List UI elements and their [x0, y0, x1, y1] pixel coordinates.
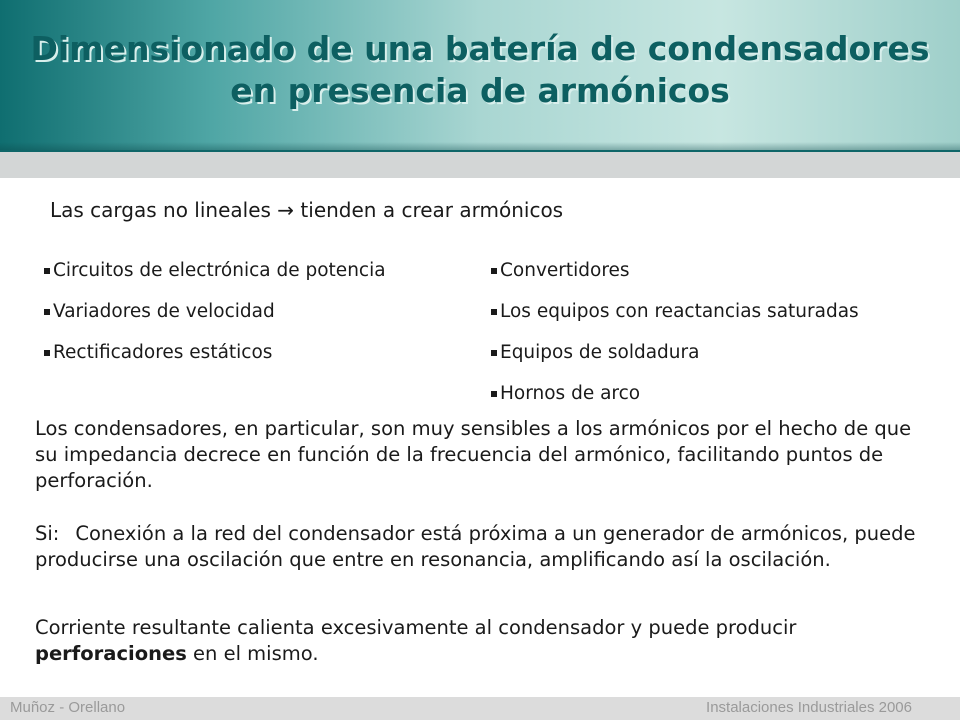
square-bullet-icon — [491, 350, 497, 356]
paragraph-resonance — [35, 521, 935, 573]
square-bullet-icon — [491, 309, 497, 315]
emphasis-text: perforaciones — [35, 642, 187, 665]
square-bullet-icon — [491, 391, 497, 397]
intro-post: tienden a crear armónicos — [294, 198, 564, 222]
footer-authors: Muñoz - Orellano — [10, 699, 126, 716]
intro-text — [50, 198, 563, 222]
arrow-icon: → — [277, 198, 295, 222]
list-right — [491, 250, 859, 414]
footer-bar — [0, 697, 960, 720]
list-item: Variadores de velocidad — [44, 291, 386, 332]
paragraph-lead: Si: — [35, 522, 60, 545]
title-line-2: en presencia de armónicos — [230, 71, 730, 110]
paragraph-pre: Corriente resultante calienta excesivamente al condensador y puede producir — [35, 616, 797, 639]
list-item: Equipos de soldadura — [491, 332, 859, 373]
paragraph-post: en el mismo. — [186, 642, 319, 665]
slide-title — [0, 28, 960, 112]
paragraph-body: Conexión a la red del condensador está próxima a un generador de armónicos, puede producirse una oscilación que entre en resonancia, amplificando así la oscilación. — [35, 522, 916, 571]
footer-course: Instalaciones Industriales 2006 — [706, 699, 912, 716]
square-bullet-icon — [44, 309, 50, 315]
list-left — [44, 250, 386, 373]
list-item: Convertidores — [491, 250, 859, 291]
list-item: Circuitos de electrónica de potencia — [44, 250, 386, 291]
intro-pre: Las cargas no lineales — [50, 198, 278, 222]
paragraph-consequence — [35, 615, 935, 667]
title-line-1: Dimensionado de una batería de condensadores — [30, 29, 930, 68]
banner-stripe — [0, 150, 960, 178]
list-item: Los equipos con reactancias saturadas — [491, 291, 859, 332]
square-bullet-icon — [44, 350, 50, 356]
list-item: Rectificadores estáticos — [44, 332, 386, 373]
paragraph-sensitivity: Los condensadores, en particular, son muy sensibles a los armónicos por el hecho de que su impedancia decrece en función de la frecuencia del armónico, facilitando puntos de perforación. — [35, 417, 912, 492]
square-bullet-icon — [44, 268, 50, 274]
square-bullet-icon — [491, 268, 497, 274]
list-item: Hornos de arco — [491, 373, 859, 414]
